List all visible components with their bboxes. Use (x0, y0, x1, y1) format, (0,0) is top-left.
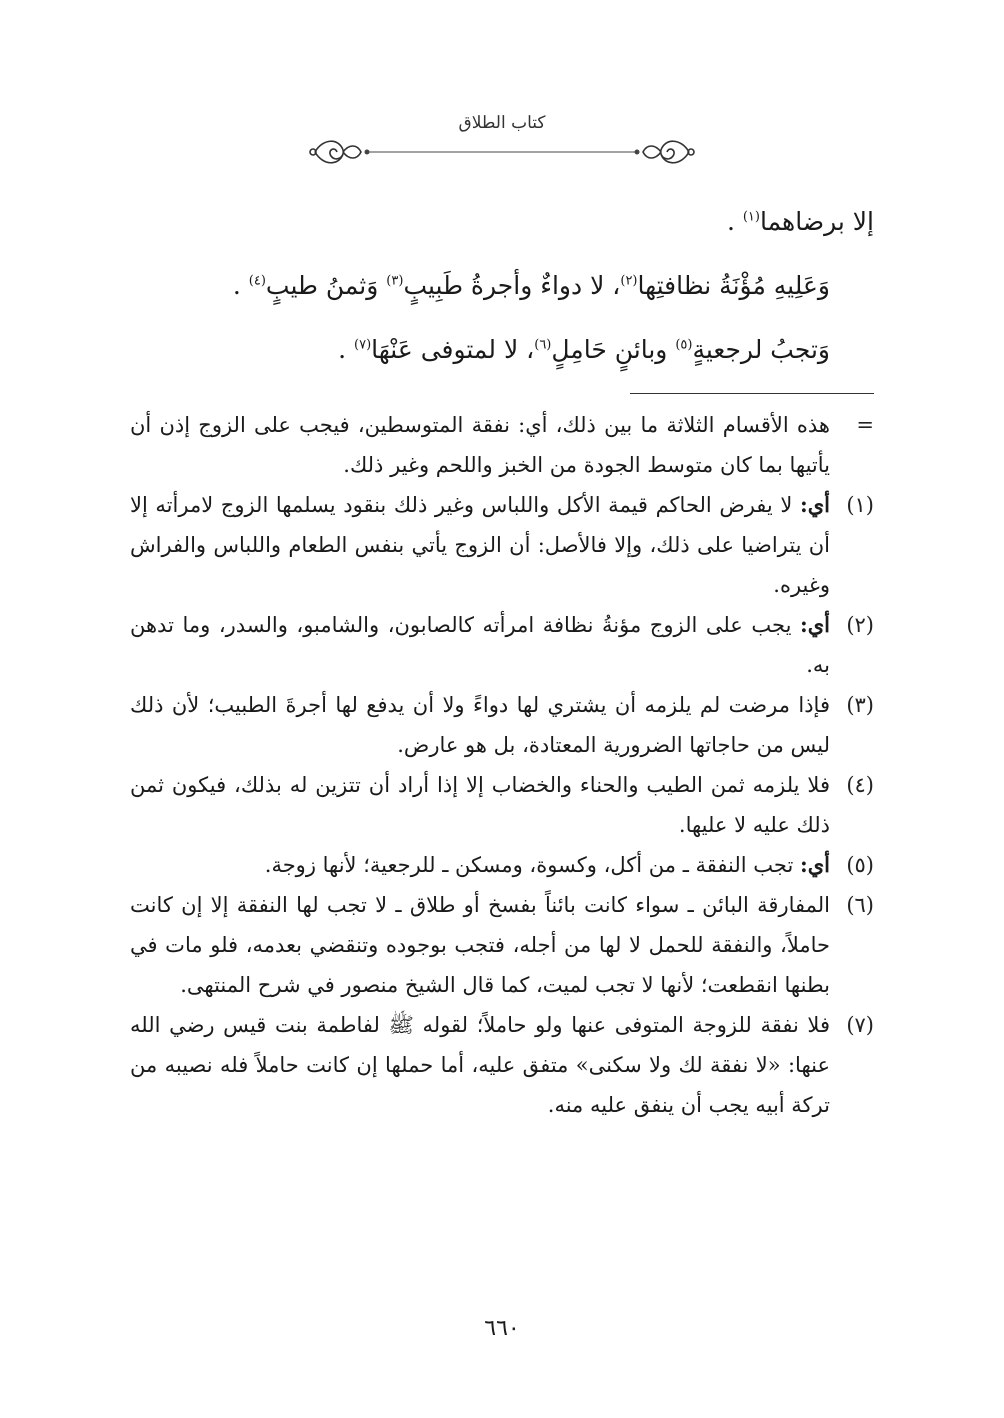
main-line-3 (130, 318, 874, 382)
main-line-1 (130, 190, 874, 254)
footnote-number: (٦) (846, 893, 874, 917)
footnote-ref[interactable]: (١) (742, 209, 760, 225)
footnote-ref[interactable]: (٥) (675, 337, 693, 353)
footnote-number: = (856, 413, 874, 437)
footnote-ref[interactable]: (٣) (386, 273, 404, 289)
floral-divider-icon (305, 132, 699, 172)
footnote-2 (130, 605, 874, 685)
punctuation: . (338, 335, 347, 364)
punctuation: . (726, 207, 735, 236)
footnote-text: فإذا مرضت لم يلزمه أن يشتري لها دواءً ولا أن يدفع لها أجرةَ الطبيب؛ لأن ذلك ليس من حاجاتها الضرورية المعتادة، بل هو عارض. (130, 693, 830, 757)
footnote-number: (٥) (846, 853, 874, 877)
main-line-2 (130, 254, 874, 318)
main-line-2-part: وَثمنُ طيبٍ (265, 271, 387, 300)
footnote-text: فلا يلزمه ثمن الطيب والحناء والخضاب إلا إذا أراد أن تتزين له بذلك، فيكون ثمن ذلك عليه لا عليها. (130, 773, 830, 837)
footnote-ref[interactable]: (٢) (620, 273, 638, 289)
footnote-text: يجب على الزوج مؤنةُ نظافة امرأته كالصابون، والشامبو، والسدر، وما تدهن به. (130, 613, 830, 677)
main-line-3-part: وبائنٍ حَامِلٍ (551, 335, 676, 364)
footnote-separator (630, 393, 874, 394)
footnote-6 (130, 885, 874, 1005)
footnote-number: (١) (846, 493, 874, 517)
footnote-number: (٧) (846, 1013, 874, 1037)
footnote-ref[interactable]: (٤) (248, 273, 266, 289)
main-line-2-part: وَعَلِيهِ مُؤْنَةُ نظافتِها (637, 271, 830, 300)
footnote-3 (130, 685, 874, 765)
main-line-2-part: ، لا دواءٌ وأجرةُ طَبِيبٍ (403, 271, 621, 300)
running-head-title: كتاب الطلاق (458, 113, 546, 133)
main-text (130, 190, 874, 382)
footnote-1 (130, 485, 874, 605)
footnote-5 (130, 845, 874, 885)
footnote-text: تجب النفقة ـ من أكل، وكسوة، ومسكن ـ للرجعية؛ لأنها زوجة. (264, 853, 800, 877)
footnote-number: (٢) (846, 613, 874, 637)
main-line-1-text: إلا برضاهما (759, 207, 874, 236)
footnote-7 (130, 1005, 874, 1125)
footnote-4 (130, 765, 874, 845)
footnote-ref[interactable]: (٧) (354, 337, 372, 353)
footnote-number: (٤) (846, 773, 874, 797)
page-number: ٦٦٠ (484, 1316, 520, 1341)
main-line-3-part: وَتجبُ لرجعيةٍ (692, 335, 830, 364)
footnote-text: فلا نفقة للزوجة المتوفى عنها ولو حاملاً؛ لقوله ﷺ لفاطمة بنت قيس رضي الله عنها: «لا نفقة لك ولا سكنى» متفق عليه، أما حملها إن كانت حاملاً فله نصيبه من تركة أبيه يجب أن ينفق عليه منه. (130, 1013, 830, 1117)
footnote-lead: أي: (799, 492, 830, 517)
footnote-continued (130, 405, 874, 485)
punctuation: . (232, 271, 241, 300)
footnotes (130, 405, 874, 1125)
footnote-text: المفارقة البائن ـ سواء كانت بائناً بفسخ أو طلاق ـ لا تجب لها النفقة إلا إن كانت حاملاً، والنفقة للحمل لا لها من أجله، فتجب بوجوده وتنقضي بعدمه، فلو مات في بطنها انقطعت؛ لأنها لا تجب لميت، كما قال الشيخ منصور في شرح المنتهى. (130, 893, 830, 997)
main-line-3-part: ، لا لمتوفى عَنْهَا (371, 335, 535, 364)
footnote-text: هذه الأقسام الثلاثة ما بين ذلك، أي: نفقة المتوسطين، فيجب على الزوج إذن أن يأتيها بما كان متوسط الجودة من الخبز واللحم وغير ذلك. (130, 413, 830, 477)
footnote-number: (٣) (846, 693, 874, 717)
footnote-lead: أي: (799, 612, 830, 637)
footnote-text: لا يفرض الحاكم قيمة الأكل واللباس وغير ذلك بنقود يسلمها الزوج لامرأته إلا أن يتراضيا على ذلك، وإلا فالأصل: أن الزوج يأتي بنفس الطعام واللباس والفراش وغيره. (130, 493, 830, 597)
footnote-lead: أي: (799, 852, 830, 877)
footnote-ref[interactable]: (٦) (534, 337, 552, 353)
